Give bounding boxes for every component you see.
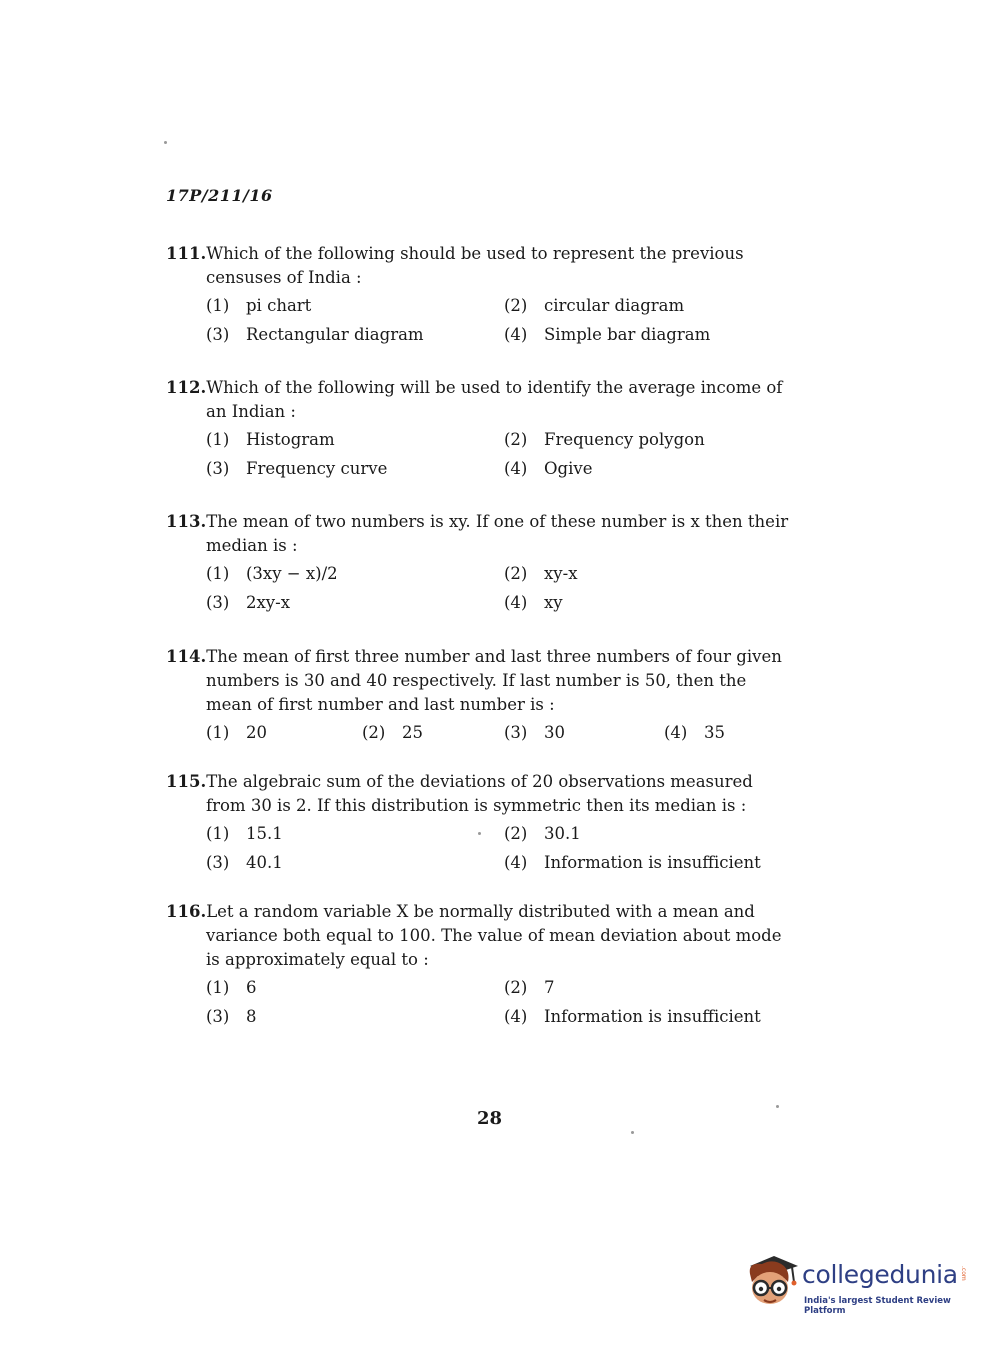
option-3 — [206, 852, 504, 874]
option-text: 8 — [246, 1007, 257, 1026]
question-number: 116. — [166, 902, 207, 921]
option-number: (4) — [504, 853, 528, 872]
option-3 — [206, 324, 504, 346]
question-number: 115. — [166, 772, 207, 791]
question-112 — [166, 376, 796, 480]
question-number: 112. — [166, 378, 207, 397]
option-number: (1) — [206, 296, 230, 315]
options-grid — [206, 722, 796, 744]
option-1 — [206, 823, 504, 845]
options-grid — [206, 823, 796, 874]
option-2 — [504, 977, 804, 999]
question-body: Let a random variable X be normally distributed with a mean and variance both equal to 100. The value of mean deviation about mode is approximately equal to : — [206, 902, 782, 969]
option-number: (2) — [362, 723, 386, 742]
option-text: Rectangular diagram — [246, 325, 424, 344]
scan-speck — [631, 1131, 634, 1134]
option-number: (4) — [504, 1007, 528, 1026]
option-text: 15.1 — [246, 824, 283, 843]
option-text: 35 — [704, 723, 725, 742]
question-body: Which of the following should be used to represent the previous censuses of India : — [206, 244, 744, 287]
page-code: 17P/211/16 — [166, 186, 273, 205]
option-number: (3) — [206, 853, 230, 872]
option-number: (1) — [206, 978, 230, 997]
option-number: (4) — [664, 723, 688, 742]
option-text: Frequency polygon — [544, 430, 705, 449]
question-116 — [166, 900, 796, 1028]
option-number: (4) — [504, 325, 528, 344]
option-4 — [504, 458, 804, 480]
question-115 — [166, 770, 796, 874]
question-body: The algebraic sum of the deviations of 20 observations measured from 30 is 2. If this distribution is symmetric then its median is : — [206, 772, 753, 815]
option-4 — [504, 852, 804, 874]
option-number: (2) — [504, 978, 528, 997]
option-4 — [664, 722, 814, 744]
option-number: (3) — [206, 459, 230, 478]
option-2 — [362, 722, 504, 744]
option-number: (3) — [206, 1007, 230, 1026]
option-1 — [206, 563, 504, 585]
option-4 — [504, 1006, 804, 1028]
option-text: 20 — [246, 723, 267, 742]
logo-name: collegedunia — [802, 1260, 958, 1289]
question-113 — [166, 510, 796, 614]
option-2 — [504, 823, 804, 845]
option-2 — [504, 563, 804, 585]
option-text: circular diagram — [544, 296, 685, 315]
scan-speck — [478, 832, 481, 835]
option-text: Ogive — [544, 459, 593, 478]
question-body: Which of the following will be used to identify the average income of an Indian : — [206, 378, 783, 421]
option-3 — [206, 592, 504, 614]
option-2 — [504, 429, 804, 451]
question-text — [166, 645, 796, 717]
option-3 — [504, 722, 664, 744]
option-text: Histogram — [246, 430, 335, 449]
question-number: 113. — [166, 512, 207, 531]
option-number: (2) — [504, 824, 528, 843]
collegedunia-logo[interactable] — [744, 1252, 972, 1316]
option-text: Frequency curve — [246, 459, 388, 478]
options-grid — [206, 295, 796, 346]
question-text — [166, 770, 796, 818]
question-text — [166, 376, 796, 424]
option-1 — [206, 722, 362, 744]
options-grid — [206, 563, 796, 614]
scan-speck — [776, 1105, 779, 1108]
option-number: (1) — [206, 564, 230, 583]
option-text: xy — [544, 593, 563, 612]
option-number: (3) — [206, 325, 230, 344]
option-text: 6 — [246, 978, 257, 997]
option-text: 30.1 — [544, 824, 581, 843]
logo-domain-suffix: .com — [960, 1266, 967, 1281]
option-number: (2) — [504, 564, 528, 583]
option-number: (3) — [206, 593, 230, 612]
page-number: 28 — [477, 1108, 503, 1129]
option-number: (2) — [504, 296, 528, 315]
option-number: (3) — [504, 723, 528, 742]
option-number: (1) — [206, 430, 230, 449]
mascot-icon — [744, 1252, 798, 1310]
option-number: (1) — [206, 723, 230, 742]
question-number: 114. — [166, 647, 207, 666]
option-text: pi chart — [246, 296, 312, 315]
option-number: (2) — [504, 430, 528, 449]
option-4 — [504, 592, 804, 614]
question-text — [166, 900, 796, 972]
option-text: Information is insufficient — [544, 1007, 761, 1026]
option-3 — [206, 458, 504, 480]
option-1 — [206, 429, 504, 451]
question-body: The mean of two numbers is xy. If one of these number is x then their median is : — [206, 512, 789, 555]
option-text: 40.1 — [246, 853, 283, 872]
question-number: 111. — [166, 244, 207, 263]
question-body: The mean of first three number and last three numbers of four given numbers is 30 and 40 respectively. If last number is 50, then the mean of first number and last number is : — [206, 647, 782, 714]
question-114 — [166, 645, 796, 744]
options-grid — [206, 977, 796, 1028]
option-text: 30 — [544, 723, 565, 742]
option-text: 25 — [402, 723, 423, 742]
option-number: (4) — [504, 593, 528, 612]
logo-tagline: India's largest Student Review Platform — [804, 1296, 951, 1316]
option-text: 2xy-x — [246, 593, 291, 612]
question-text — [166, 510, 796, 558]
scan-speck — [164, 141, 167, 144]
option-text: Information is insufficient — [544, 853, 761, 872]
option-text: (3xy − x)/2 — [246, 564, 338, 583]
options-grid — [206, 429, 796, 480]
option-2 — [504, 295, 804, 317]
option-text: Simple bar diagram — [544, 325, 711, 344]
option-text: 7 — [544, 978, 555, 997]
option-number: (1) — [206, 824, 230, 843]
option-3 — [206, 1006, 504, 1028]
option-text: xy-x — [544, 564, 578, 583]
option-1 — [206, 295, 504, 317]
option-4 — [504, 324, 804, 346]
option-1 — [206, 977, 504, 999]
option-number: (4) — [504, 459, 528, 478]
question-111 — [166, 242, 796, 346]
question-text — [166, 242, 796, 290]
